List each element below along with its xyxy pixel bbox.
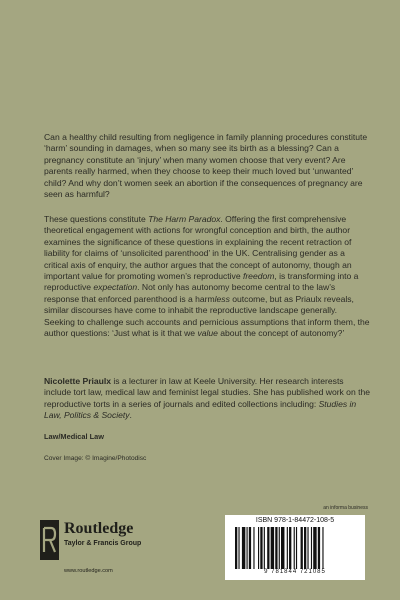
- publisher-name: Routledge: [64, 520, 134, 537]
- text-run: .: [129, 410, 132, 421]
- text-run: outcome, but as Priaulx reveals, similar discourses have come to inhabit the reproductive landscape generally. Seeking to challenge such accounts and pernicious assumptions that inform them, the author questions: ‘Just what is it that we: [44, 293, 370, 339]
- subject-category: Law/Medical Law: [44, 432, 104, 441]
- blurb-argument: [44, 214, 370, 339]
- isbn-label: ISBN 978-1-84472-108-5: [255, 517, 335, 524]
- barcode-bars: [235, 527, 355, 569]
- publisher-group: Taylor & Francis Group: [64, 540, 142, 547]
- text-run: about the concept of autonomy?’: [217, 328, 345, 339]
- text-run: . Not only has autonomy become central to the law’s response that enforced parenthood is a harm: [44, 282, 336, 304]
- informa-tagline: an informa business: [323, 505, 368, 511]
- emphasis-less: less: [214, 293, 230, 304]
- author-name: Nicolette Priaulx: [44, 376, 112, 386]
- emphasis-freedom: freedom: [242, 271, 275, 282]
- publisher-logo-block: [40, 518, 190, 582]
- text-run: . Offering the first comprehensive theoretical engagement with actions for wrongful conception and birth, the author examines the significance of these questions in explaining the recent retraction of liability for claims of ‘unsolicited parenthood’ in the UK. Centralising gender as a critical axis of enquiry, the author argues that the concept of autonomy, though an important value for promoting women’s reproductive: [44, 214, 352, 282]
- journal-title: Studies in Law, Politics & Society: [44, 398, 357, 421]
- author-bio: [44, 376, 370, 422]
- emphasis-expectation: expectation: [93, 282, 138, 293]
- blurb-paragraph-1: [44, 132, 370, 200]
- emphasis-value: value: [197, 328, 218, 339]
- text-run: These questions constitute: [44, 214, 149, 224]
- blurb-paragraph-2: [44, 214, 370, 339]
- blurb-questions: Can a healthy child resulting from negligence in family planning procedures constitute ‘harm’ sounding in damages, when so many see its birth as a blessing? Can a pregnancy constitute an ‘injury’ when many women choose that very event? Are parents really harmed, when they choose to keep their much loved but ‘unwanted’ child? And why don’t women seek an abortion if the consequences of pregnancy are seen as harmful?: [44, 132, 368, 200]
- cover-image-credit: Cover Image: © Imagine/Photodisc: [44, 455, 147, 462]
- publisher-url: www.routledge.com: [64, 568, 113, 574]
- book-title-italic: The Harm Paradox: [148, 214, 221, 224]
- barcode-digits: 9 781844 721085: [264, 569, 326, 575]
- isbn-barcode: [225, 515, 365, 580]
- text-run: is a lecturer in law at Keele University. Her research interests include tort law, medical law and feminist legal studies. She has published work on the reproductive torts in a series of journals and edited collections including:: [44, 376, 370, 409]
- routledge-logo-icon: [40, 520, 59, 560]
- text-run: , is transforming into a reproductive: [44, 271, 359, 293]
- author-bio-text: [44, 376, 370, 422]
